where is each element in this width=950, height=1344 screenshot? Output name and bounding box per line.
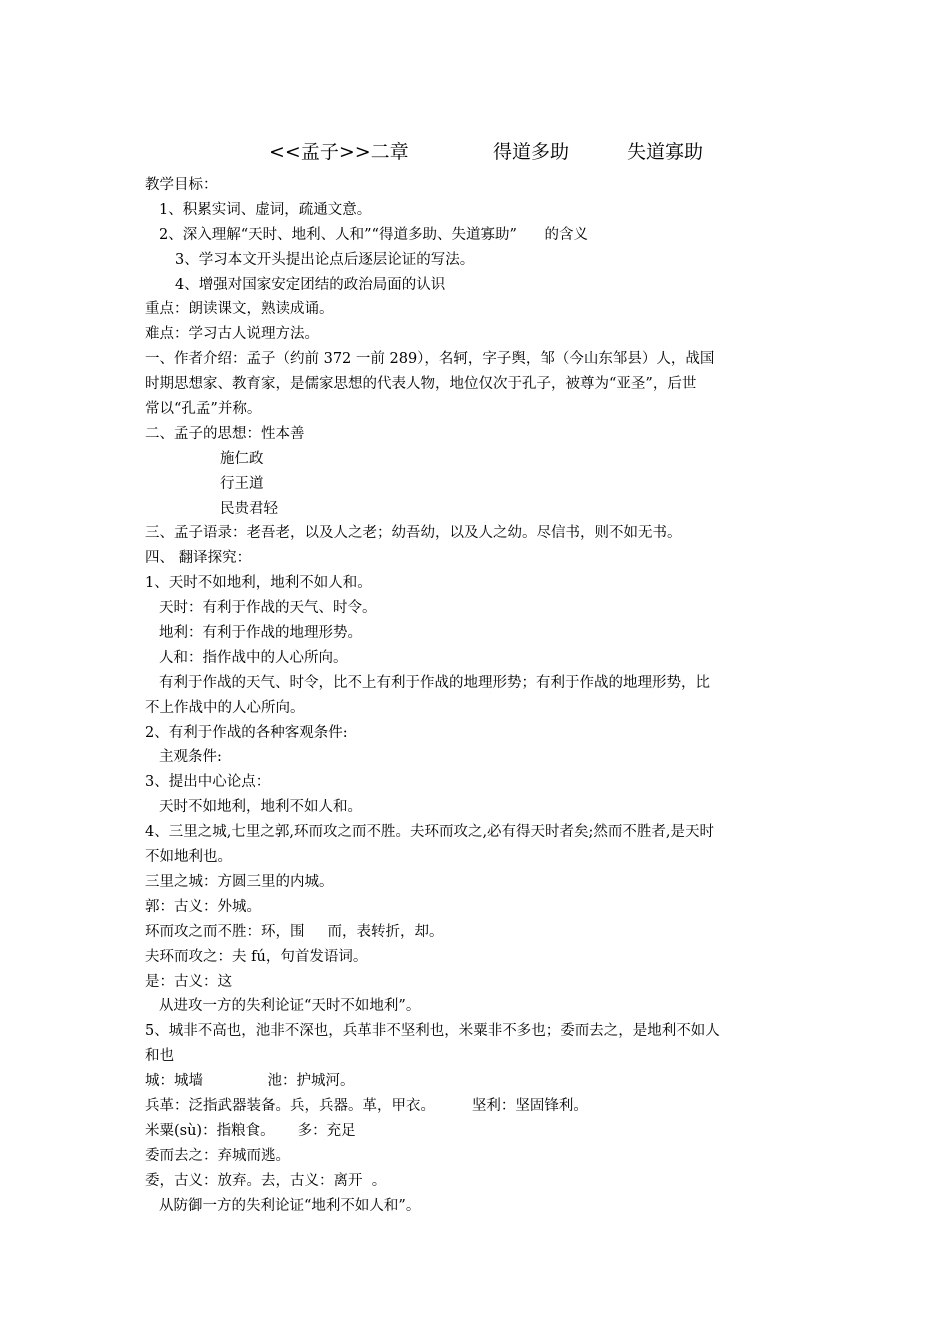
text-line: 郭：古义：外城。 xyxy=(145,898,261,915)
text-line: 主观条件: xyxy=(159,749,222,766)
text-line: 天时：有利于作战的天气、时令。 xyxy=(159,600,377,617)
text-line: 难点：学习古人说理方法。 xyxy=(145,326,319,343)
text-line: 从防御一方的失利论证“地利不如人和”。 xyxy=(159,1197,421,1214)
text-line: 四、 翻译探究： xyxy=(145,550,252,567)
title-part-gain: 得道多助 xyxy=(493,141,570,163)
text-line: 从进攻一方的失利论证“天时不如地利”。 xyxy=(159,998,421,1015)
text-line: 不如地利也。 xyxy=(145,849,232,866)
text-line: 是：古义：这 xyxy=(145,973,232,990)
text-line: 施仁政 xyxy=(220,450,264,467)
text-line: 1、积累实词、虚词，疏通文意。 xyxy=(159,201,372,218)
text-line: 4、三里之城,七里之郭,环而攻之而不胜。夫环而攻之,必有得天时者矣;然而不胜者,是天时 xyxy=(145,824,715,841)
text-line: 4、增强对国家安定团结的政治局面的认识 xyxy=(175,276,446,293)
text-line: 夫环而攻之：夫 fú，句首发语词。 xyxy=(145,948,368,965)
text-line: 三里之城：方圆三里的内城。 xyxy=(145,873,334,890)
text-line: 时期思想家、教育家，是儒家思想的代表人物，地位仅次于孔子，被尊为“亚圣”，后世 xyxy=(145,376,697,393)
text-line: 2、有利于作战的各种客观条件: xyxy=(145,724,348,741)
text-line: 人和：指作战中的人心所向。 xyxy=(159,649,348,666)
text-line: 5、城非不高也，池非不深也，兵革非不坚利也，米粟非不多也；委而去之，是地利不如人 xyxy=(145,1023,720,1040)
text-line: 一、作者介绍：孟子（约前 372 一前 289），名轲，字子舆，邹（今山东邹县）人，战国 xyxy=(145,351,715,368)
text-line: 兵革：泛指武器装备。兵，兵器。革，甲衣。 坚利：坚固锋利。 xyxy=(145,1097,588,1114)
text-line: 有利于作战的天气、时令，比不上有利于作战的地理形势；有利于作战的地理形势，比 xyxy=(159,674,710,691)
text-line: 民贵君轻 xyxy=(220,500,278,517)
text-line: 1、天时不如地利，地利不如人和。 xyxy=(145,575,372,592)
text-line: 委，古义：放弃。去，古义：离开 。 xyxy=(145,1172,387,1189)
text-line: 行王道 xyxy=(220,475,264,492)
text-line: 2、深入理解“天时、地利、人和”“得道多助、失道寡助” 的含义 xyxy=(159,226,589,243)
text-line: 不上作战中的人心所向。 xyxy=(145,699,305,716)
document-title xyxy=(145,133,815,165)
text-line: 重点：朗读课文，熟读成诵。 xyxy=(145,301,334,318)
text-line: 委而去之：弃城而逃。 xyxy=(145,1147,290,1164)
text-line: 常以“孔孟”并称。 xyxy=(145,401,262,418)
text-line: 天时不如地利，地利不如人和。 xyxy=(159,799,362,816)
text-line: 城：城墙 池：护城河。 xyxy=(145,1073,355,1090)
text-line: 米粟(sù)：指粮食。 多：充足 xyxy=(145,1122,356,1139)
document-page xyxy=(145,133,815,1218)
text-line: 地利：有利于作战的地理形势。 xyxy=(159,625,362,642)
text-line: 和也 xyxy=(145,1048,174,1065)
text-line: 3、提出中心论点： xyxy=(145,774,271,791)
text-line: 三、孟子语录：老吾老，以及人之老；幼吾幼，以及人之幼。尽信书，则不如无书。 xyxy=(145,525,682,542)
text-line: 教学目标： xyxy=(145,177,218,193)
text-line: 3、学习本文开头提出论点后逐层论证的写法。 xyxy=(175,251,475,268)
text-line: 环而攻之而不胜：环，围 而，表转折，却。 xyxy=(145,923,444,940)
title-part-chapter: <<孟子>>二章 xyxy=(269,141,409,163)
text-line: 二、孟子的思想：性本善 xyxy=(145,425,305,442)
title-part-lose: 失道寡助 xyxy=(627,141,704,163)
document-body xyxy=(145,173,815,1218)
